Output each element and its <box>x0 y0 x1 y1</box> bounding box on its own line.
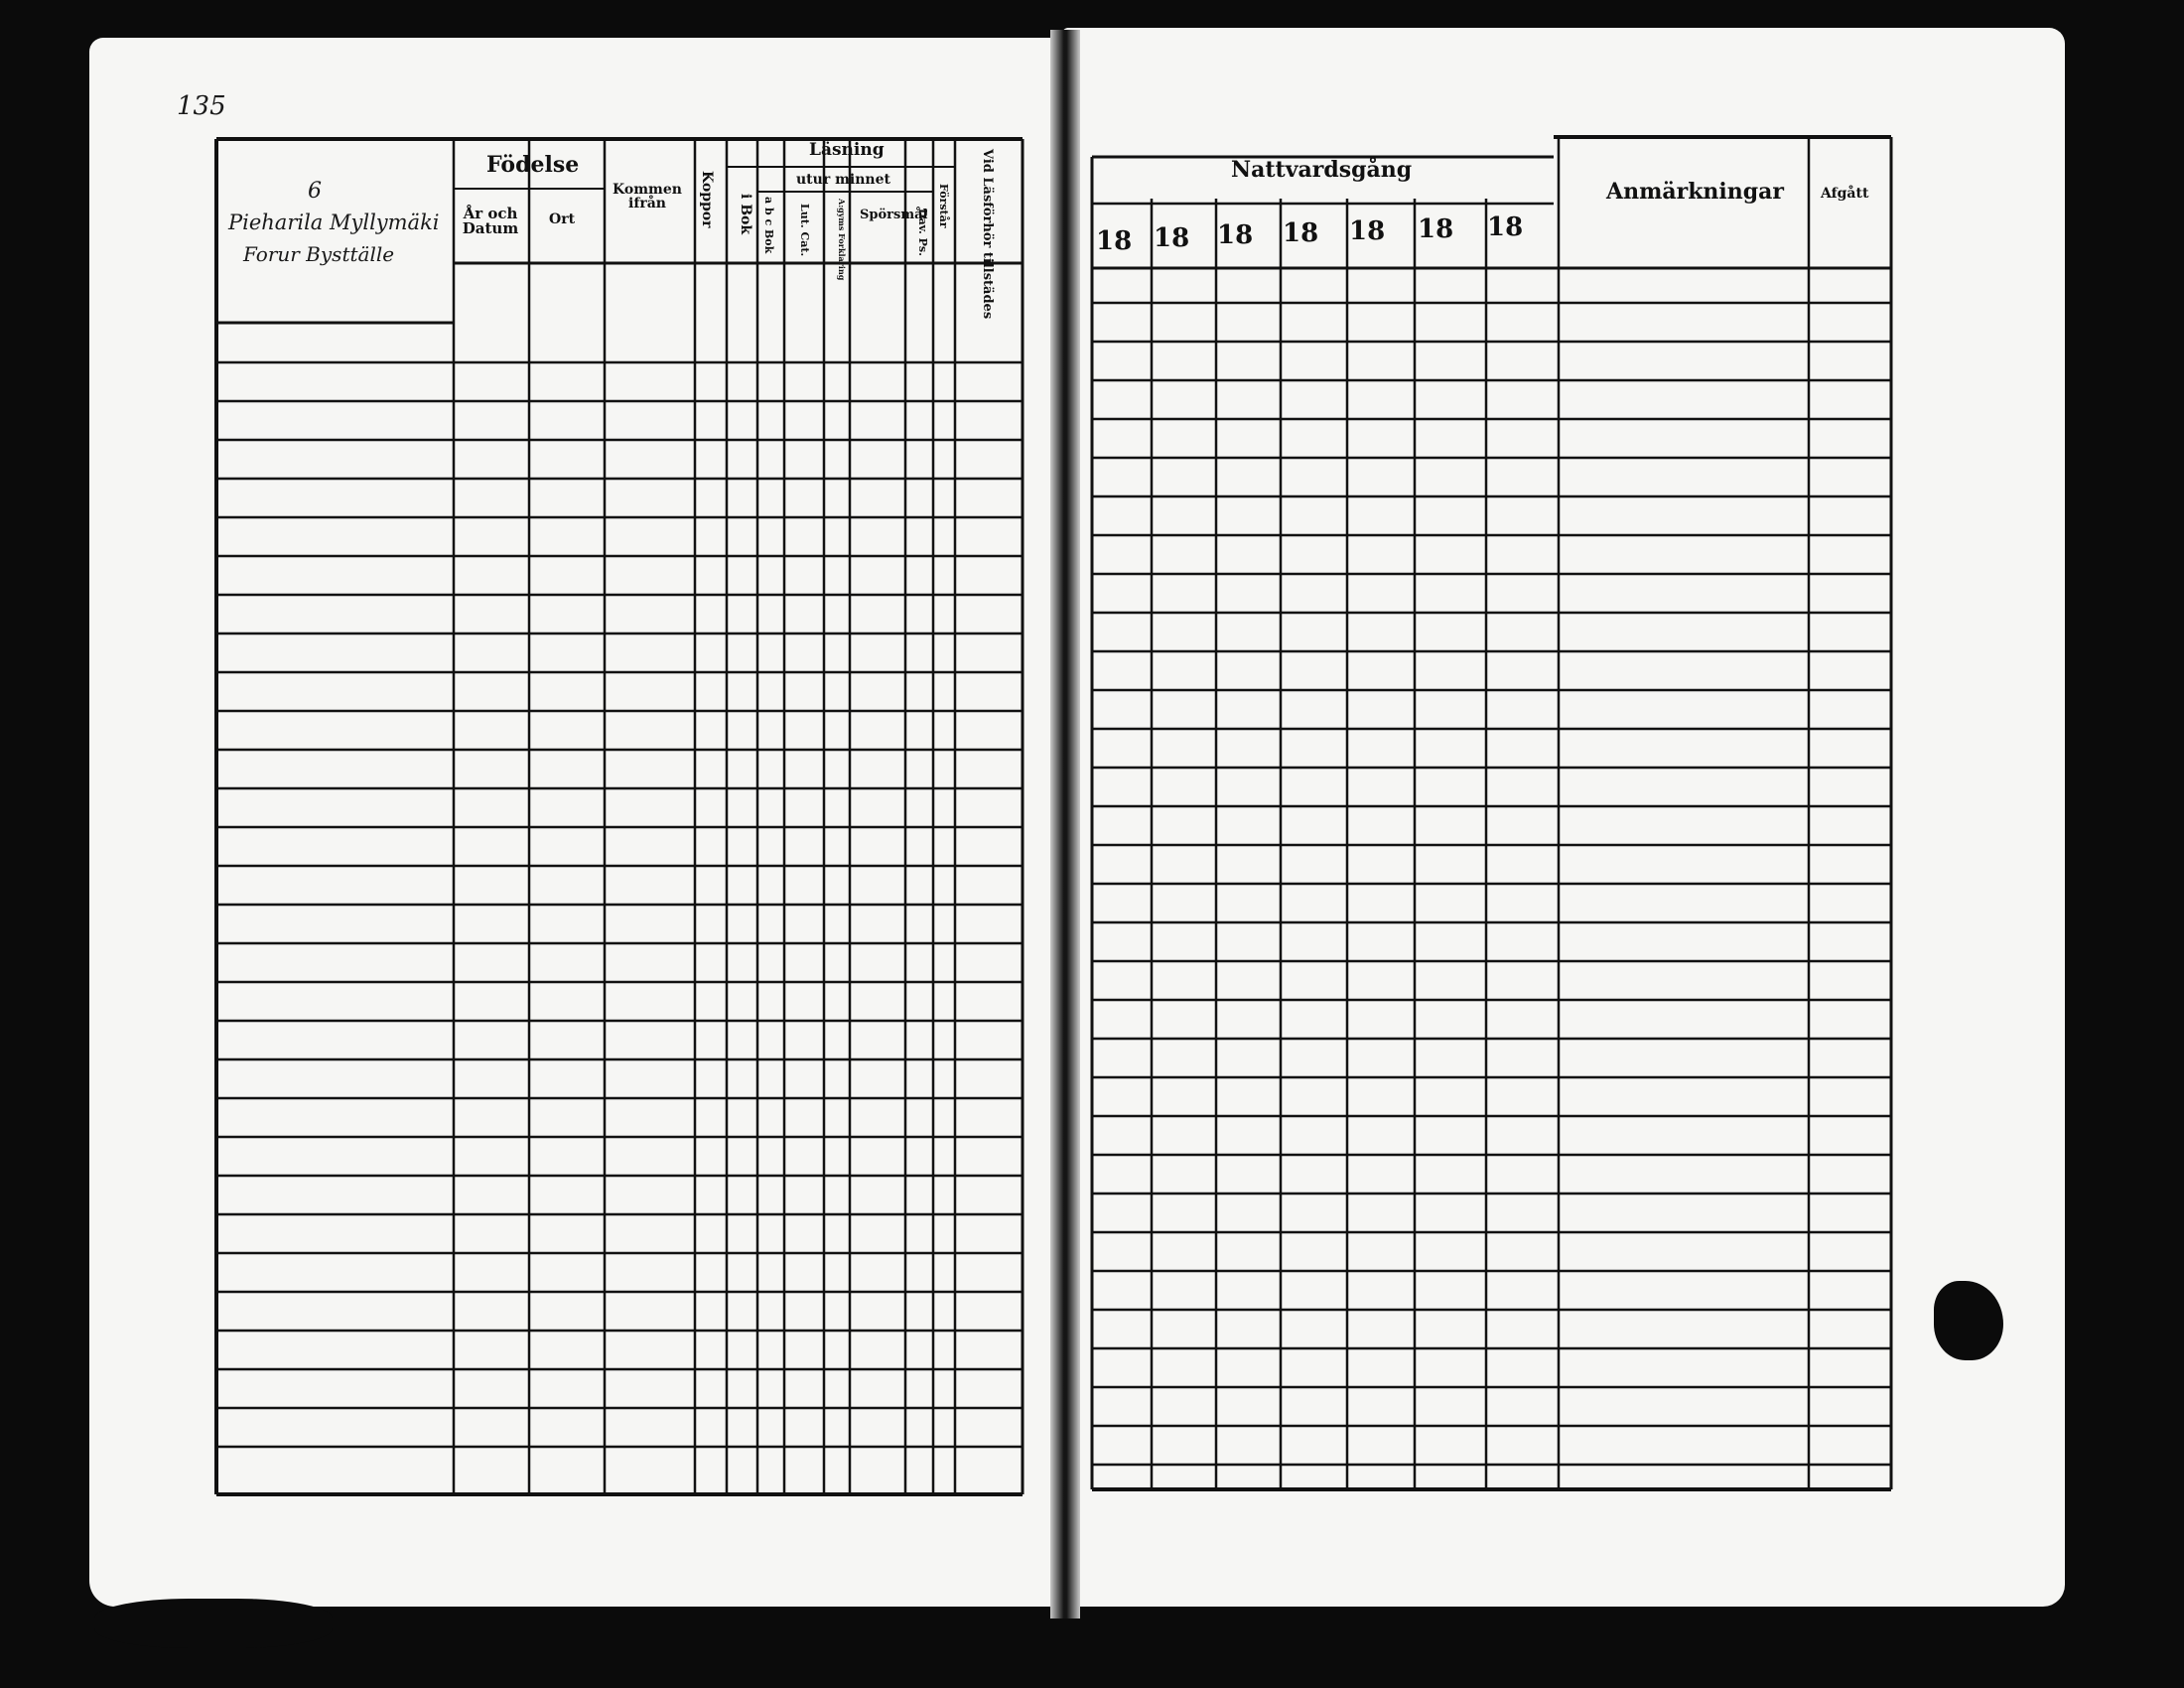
header-i-bok: i Bok <box>738 194 753 235</box>
page-number: 135 <box>177 91 226 121</box>
header-fodelse: Födelse <box>486 152 580 178</box>
header-vid-lasforhor: Vid Läsförhör tillstädes <box>980 149 995 320</box>
year-col-1: 18 <box>1096 226 1133 256</box>
header-forstar: Förstår <box>937 184 950 228</box>
header-sporsmal: Spörsmål <box>860 208 928 222</box>
year-col-2: 18 <box>1154 223 1190 253</box>
year-col-7: 18 <box>1487 212 1524 242</box>
header-lasning: Läsning <box>809 140 885 160</box>
header-dav-ps: Dav. Ps. <box>916 209 929 256</box>
header-afgatt: Afgått <box>1821 186 1869 202</box>
header-abc-bok: a b c Bok <box>762 197 775 254</box>
year-col-5: 18 <box>1349 216 1386 246</box>
header-ar-och-datum: År och Datum <box>462 205 519 237</box>
year-col-6: 18 <box>1418 214 1454 244</box>
year-col-4: 18 <box>1283 218 1319 248</box>
header-nattvardsgang: Nattvardsgång <box>1231 157 1413 183</box>
header-anmarkningar: Anmärkningar <box>1606 179 1785 205</box>
year-col-3: 18 <box>1217 220 1254 250</box>
entry-name-line2: Forur Bysttälle <box>243 242 395 266</box>
entry-number: 6 <box>308 179 322 204</box>
header-a-gyms-forklaring: A:gyms Forklaring <box>837 199 847 281</box>
entry-name-line1: Pieharila Myllymäki <box>228 211 440 234</box>
header-koppor: Koppor <box>699 171 715 228</box>
header-kommen-ifran: Kommen ifrån <box>613 182 682 211</box>
header-utur-minnet: utur minnet <box>796 172 890 188</box>
header-lut-cat: Lut. Cat. <box>798 204 811 257</box>
header-ort: Ort <box>549 211 576 227</box>
